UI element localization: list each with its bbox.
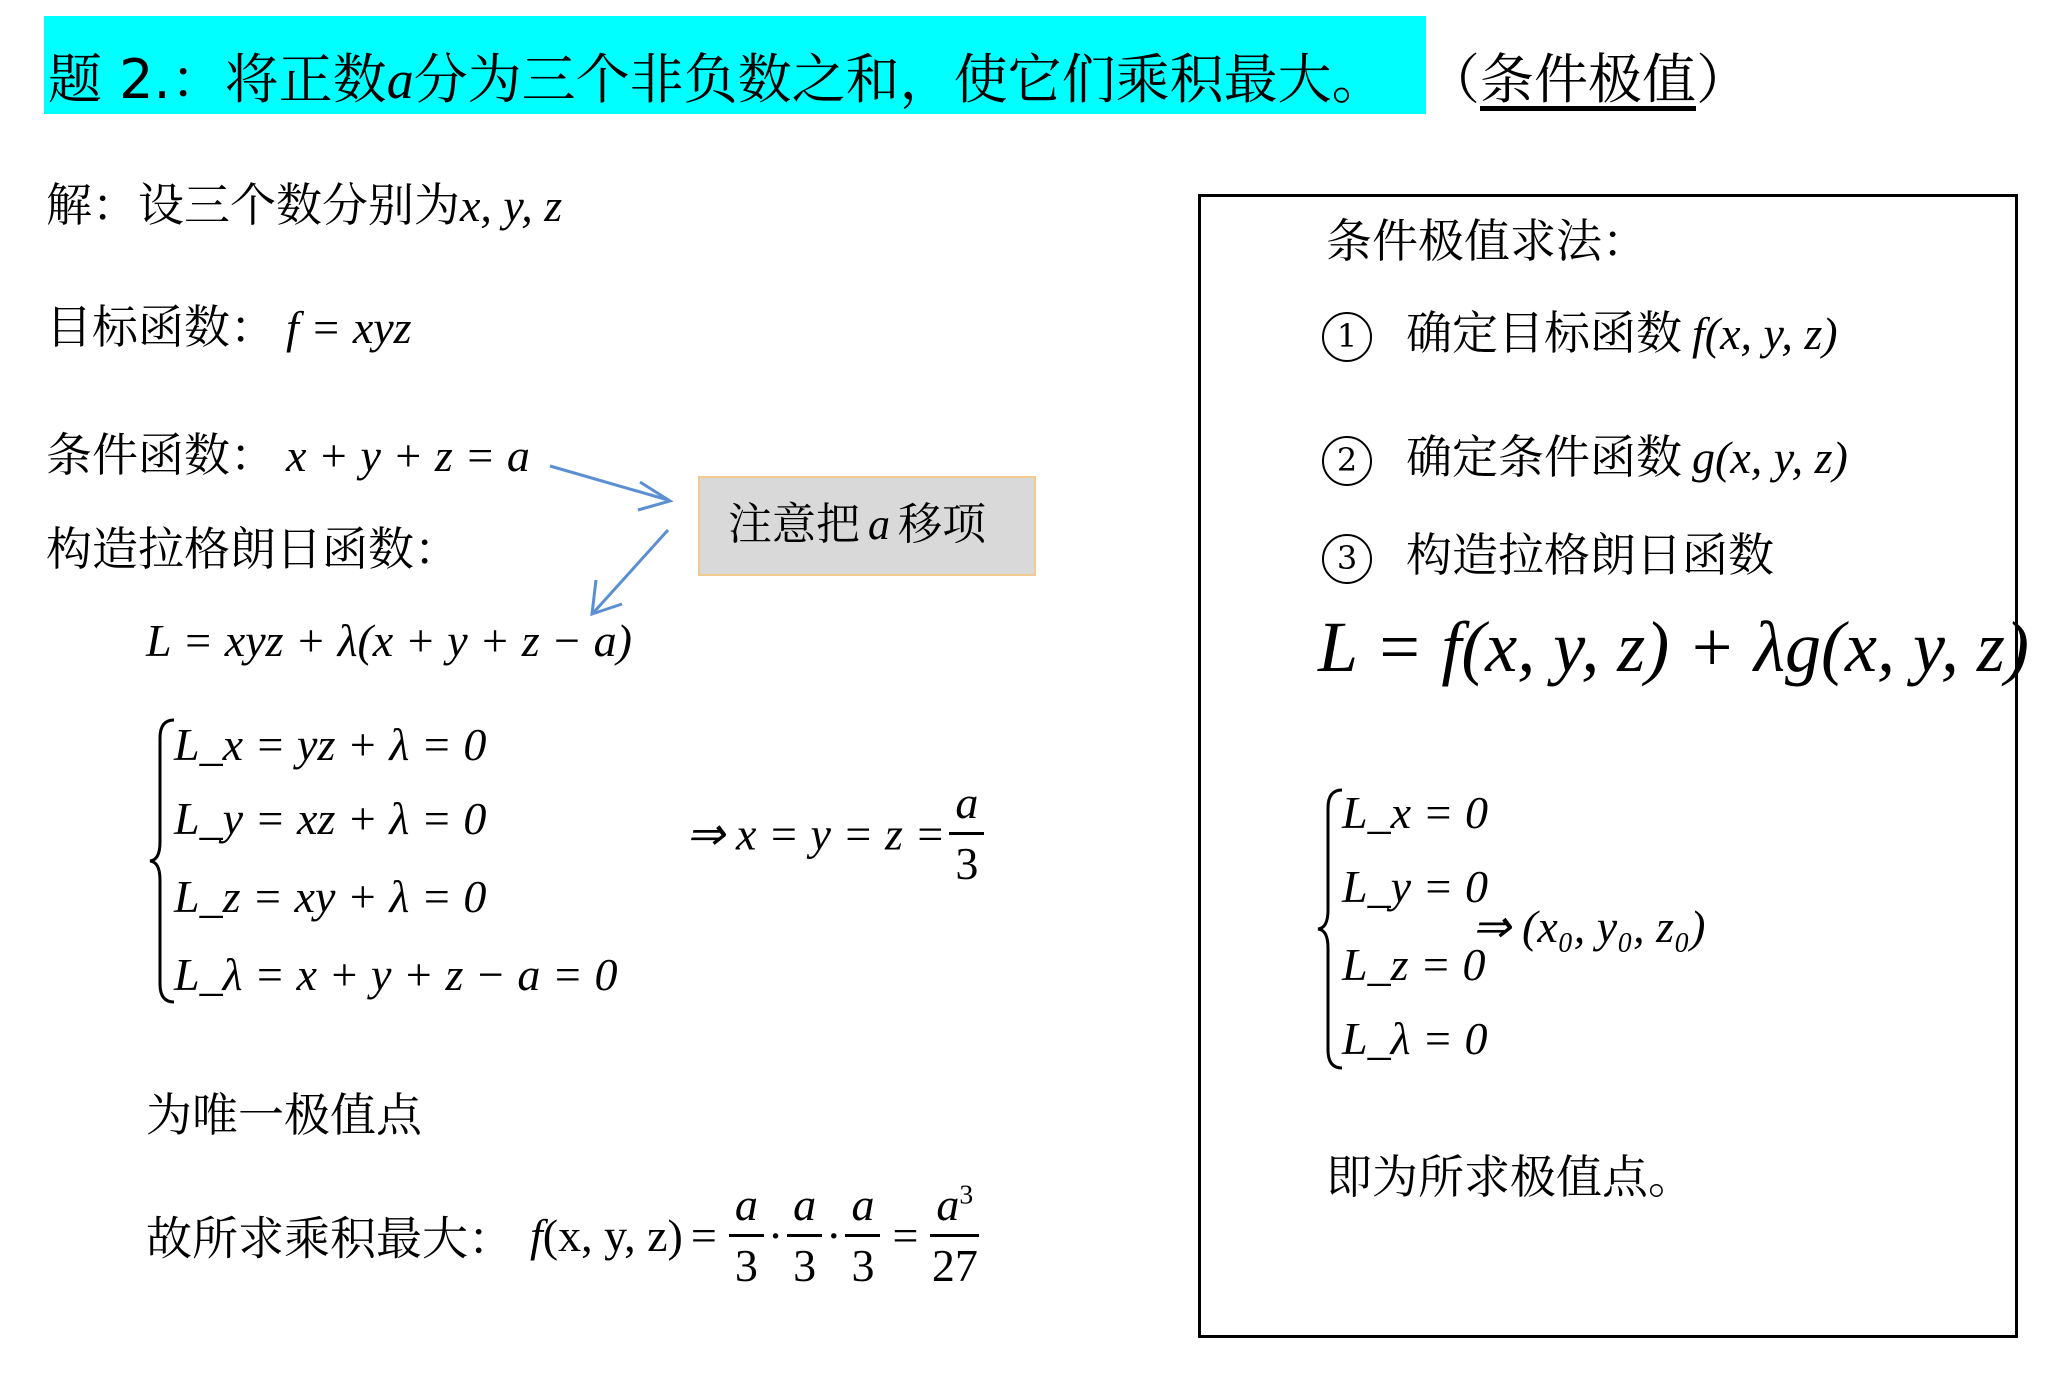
objective-line: 目标函数： f = xyz xyxy=(46,300,412,354)
solution-intro: 解：设三个数分别为x, y, z xyxy=(46,178,563,232)
right-sys-1: L_x = 0 xyxy=(1342,787,1489,838)
method-conclusion: 即为所求极值点。 xyxy=(1326,1150,1694,1204)
max-product-line: 故所求乘积最大： f(x, y, z) = $\frac{a}{3}$ · $\frac{a}{3}$ · $\frac{a}{3}$ = $\frac{a^3}{27}$ xyxy=(146,1176,983,1295)
method-step-1: 1 确定目标函数 f(x, y, z) xyxy=(1322,304,1838,363)
right-sys-result: ⇒ (x₀, y₀, z₀) xyxy=(1472,901,1706,952)
method-step-2: 2 确定条件函数 g(x, y, z) xyxy=(1322,428,1848,487)
method-step-3: 3 构造拉格朗日函数 xyxy=(1322,526,1774,584)
system-result: ⇒ x = y = z = $\frac{a}{3}$ xyxy=(686,774,988,893)
constraint-line: 条件函数： x + y + z = a xyxy=(46,428,530,482)
system-eq-4: L_λ = x + y + z − a = 0 xyxy=(174,949,618,1000)
system-eq-1: L_x = yz + λ = 0 xyxy=(174,719,487,770)
result-fraction: $\frac{a}{3}$ xyxy=(949,774,984,893)
method-heading: 条件极值求法： xyxy=(1326,214,1648,268)
step-2-marker: 2 xyxy=(1322,436,1372,486)
unique-extremum: 为唯一极值点 xyxy=(146,1088,422,1142)
general-lagrange-function: L = f(x, y, z) + λg(x, y, z) xyxy=(1318,607,2029,687)
problem-title: 题 2.：将正数a分为三个非负数之和，使它们乘积最大。 xyxy=(48,48,1386,111)
right-sys-2: L_y = 0 xyxy=(1342,861,1489,912)
step-1-marker: 1 xyxy=(1322,312,1372,362)
lagrange-label: 构造拉格朗日函数： xyxy=(46,522,460,576)
right-sys-4: L_λ = 0 xyxy=(1342,1013,1488,1064)
note-text: 注意把 a 移项 xyxy=(728,499,986,550)
right-sys-3: L_z = 0 xyxy=(1342,939,1486,990)
topic-tag: 条件极值 xyxy=(1480,48,1696,111)
system-eq-2: L_y = xz + λ = 0 xyxy=(174,793,487,844)
title-tag: （条件极值） xyxy=(1426,48,1750,111)
lagrange-function: L = xyz + λ(x + y + z − a) xyxy=(146,615,632,666)
system-eq-3: L_z = xy + λ = 0 xyxy=(174,871,487,922)
step-3-marker: 3 xyxy=(1322,534,1372,584)
